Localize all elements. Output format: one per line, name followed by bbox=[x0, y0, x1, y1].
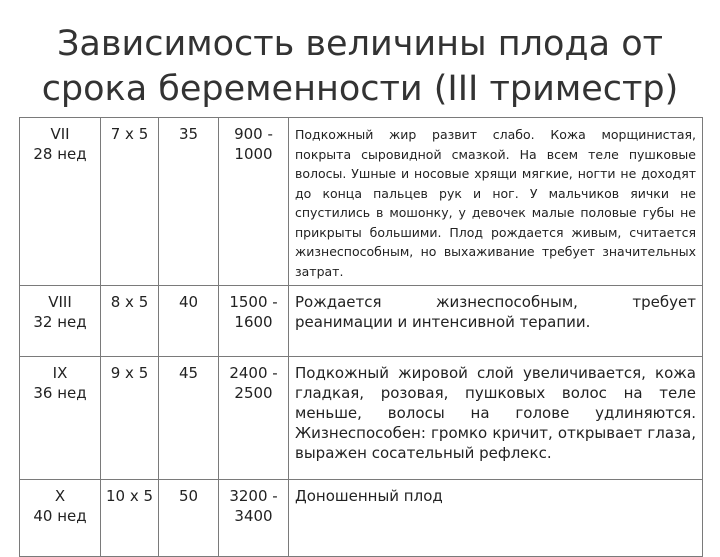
length-cell: 40 bbox=[159, 286, 219, 357]
size-cell: 7 x 5 bbox=[101, 118, 159, 286]
weeks-label: 32 нед bbox=[33, 313, 87, 331]
month-label: VII bbox=[50, 125, 70, 143]
weeks-label: 40 нед bbox=[33, 507, 87, 525]
table-row bbox=[20, 357, 703, 480]
description-cell: Подкожный жир развит слабо. Кожа морщинистая, покрыта сыровидной смазкой. На всем теле пушковые волосы. Ушные и носовые хрящи мягкие, ногти не доходят до конца пальцев рук и ног. У мальчиков яички не спустились в мошонку, у девочек малые половые губы не прикрыты большими. Плод рождается живым, считается жизнеспособным, но выхаживание требует значительных затрат. bbox=[289, 118, 703, 286]
description-cell: Подкожный жировой слой увеличивается, кожа гладкая, розовая, пушковых волос на теле меньше, волосы на голове удлиняются. Жизнеспособен: громко кричит, открывает глаза, выражен сосательный рефлекс. bbox=[289, 357, 703, 480]
table-row bbox=[20, 480, 703, 557]
term-cell bbox=[20, 118, 101, 286]
size-cell: 10 x 5 bbox=[101, 480, 159, 557]
table-row bbox=[20, 286, 703, 357]
month-label: X bbox=[54, 487, 66, 505]
month-label: VIII bbox=[48, 293, 72, 311]
term-cell bbox=[20, 480, 101, 557]
fetal-size-table bbox=[19, 117, 703, 557]
weight-cell: 900 - 1000 bbox=[219, 118, 289, 286]
description-cell: Доношенный плод bbox=[289, 480, 703, 557]
month-label: IX bbox=[52, 364, 68, 382]
length-cell: 45 bbox=[159, 357, 219, 480]
weeks-label: 28 нед bbox=[33, 145, 87, 163]
weight-cell: 1500 - 1600 bbox=[219, 286, 289, 357]
page-title: Зависимость величины плода от срока беременности (III триместр) bbox=[41, 24, 679, 109]
description-cell: Рождается жизнеспособным, требует реанимации и интенсивной терапии. bbox=[289, 286, 703, 357]
size-cell: 9 x 5 bbox=[101, 357, 159, 480]
size-cell: 8 x 5 bbox=[101, 286, 159, 357]
weight-cell: 2400 - 2500 bbox=[219, 357, 289, 480]
term-cell bbox=[20, 357, 101, 480]
weeks-label: 36 нед bbox=[33, 384, 87, 402]
length-cell: 50 bbox=[159, 480, 219, 557]
term-cell bbox=[20, 286, 101, 357]
length-cell: 35 bbox=[159, 118, 219, 286]
table-row bbox=[20, 118, 703, 286]
weight-cell: 3200 - 3400 bbox=[219, 480, 289, 557]
